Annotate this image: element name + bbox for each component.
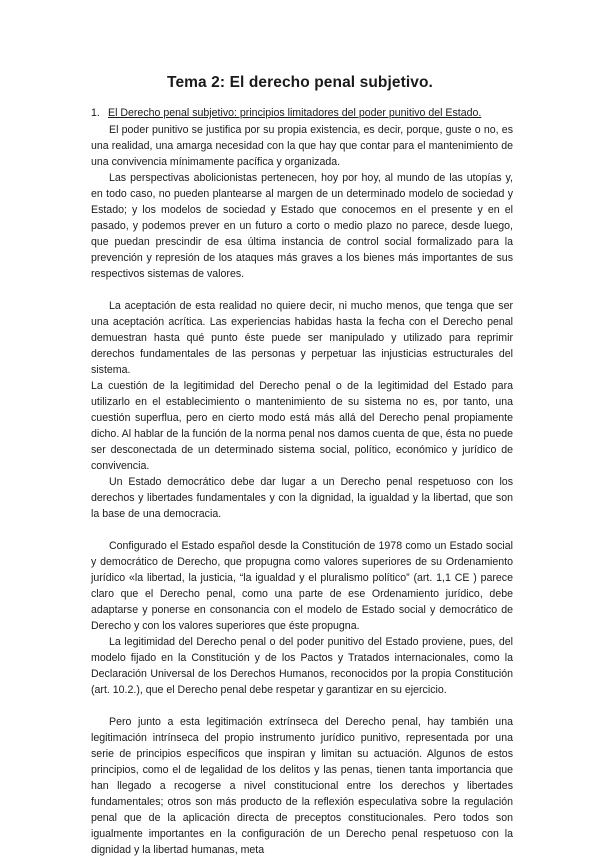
paragraph: La aceptación de esta realidad no quiere decir, ni mucho menos, que tenga que ser una aceptación acrítica. Las experiencias habidas hasta la fecha con el Derecho penal demuestran hasta qué punto éste puede ser manipulado y utilizado para reprimir derechos fundamentales de las personas y perpetuar las injusticias estructurales del sistema. bbox=[91, 300, 513, 376]
section-heading-text: El Derecho penal subjetivo: principios limitadores del poder punitivo del Estado. bbox=[108, 107, 482, 119]
document-body bbox=[91, 122, 513, 858]
paragraph: La legitimidad del Derecho penal o del poder punitivo del Estado proviene, pues, del modelo fijado en la Constitución y de los Pactos y Tratados internacionales, como la Declaración Universal de los Derechos Humanos, reconocidos por la propia Constitución (art. 10.2.), que el Derecho penal debe respetar y garantizar en su ejercicio. bbox=[91, 636, 513, 696]
paragraph: Configurado el Estado español desde la Constitución de 1978 como un Estado social y democrático de Derecho, que propugna como valores superiores de su Ordenamiento jurídico «la libertad, la justicia, “la igualdad y el pluralismo político” (art. 1,1 CE ) parece claro que el Derecho penal, como una parte de ese Ordenamiento jurídico, debe adaptarse y ponerse en consonancia con el modelo de Estado social y democrático de Derecho y con los valores superiores que éste propugna. bbox=[91, 540, 513, 632]
paragraph: Un Estado democrático debe dar lugar a un Derecho penal respetuoso con los derechos y libertades fundamentales y con la dignidad, la igualdad y la libertad, que son la base de una democracia. bbox=[91, 476, 513, 520]
paragraph: La cuestión de la legitimidad del Derecho penal o de la legitimidad del Estado para utilizarlo en el establecimiento o mantenimiento de su sistema no es, por tanto, una cuestión superflua, pero en cierto modo está más allá del Derecho penal propiamente dicho. Al hablar de la función de la norma penal nos damos cuenta de que, ésta no puede ser desconectada de un determinado sistema social, político, económico y jurídico de convivencia. bbox=[91, 380, 513, 472]
paragraph: Las perspectivas abolicionistas pertenecen, hoy por hoy, al mundo de las utopías y, en todo caso, no pueden plantearse al margen de un determinado modelo de sociedad y Estado; y los modelos de sociedad y Estado que conocemos en el presente y en el pasado, y podemos prever en un futuro a corto o medio plazo no parece, desde luego, que puedan prescindir de esa última instancia de control social formalizado para la prevención y represión de los ataques más graves a los bienes más importantes de sus respectivos sistemas de valores. bbox=[91, 172, 513, 280]
page-title: Tema 2: El derecho penal subjetivo. bbox=[167, 74, 433, 91]
section-number: 1. bbox=[91, 107, 100, 119]
paragraph: El poder punitivo se justifica por su propia existencia, es decir, porque, guste o no, es una realidad, una amarga necesidad con la que hay que contar para el mantenimiento de una convivencia mínimamente pacífica y organizada. bbox=[91, 124, 513, 168]
paragraph: Pero junto a esta legitimación extrínseca del Derecho penal, hay también una legitimación intrínseca del propio instrumento jurídico punitivo, representada por una serie de principios específicos que inspiran y limitan su actuación. Algunos de estos principios, como el de legalidad de los delitos y las penas, tienen tanta importancia que han llegado a recogerse a nivel constitucional entre los derechos y libertades fundamentales; otros son más producto de la reflexión especulativa sobre la regulación penal que de la aplicación directa de preceptos constitucionales. Pero todos son igualmente importantes en la configuración de un Derecho penal respetuoso con la dignidad y la libertad humanas, meta bbox=[91, 716, 513, 856]
section-heading bbox=[91, 107, 481, 119]
